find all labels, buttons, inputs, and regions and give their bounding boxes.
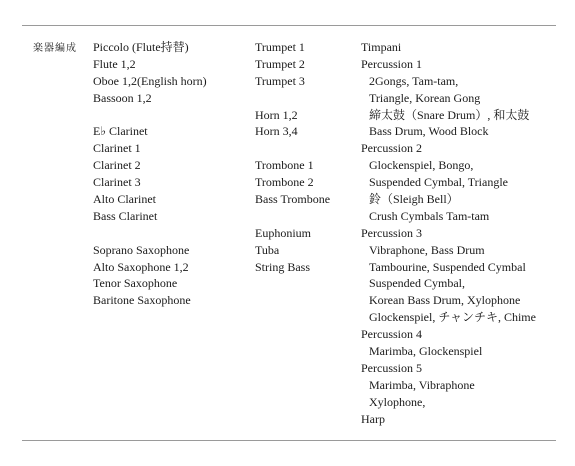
instrument-item: Percussion 4	[361, 327, 422, 342]
instrument-detail: Marimba, Glockenspiel	[369, 344, 483, 359]
instrument-item: Percussion 3	[361, 225, 422, 240]
instrument-item: Piccolo (Flute持替)	[93, 40, 189, 54]
instrument-detail: Crush Cymbals Tam-tam	[369, 208, 490, 223]
instrument-detail: Tambourine, Suspended Cymbal	[369, 259, 526, 274]
bottom-rule	[22, 440, 556, 441]
instrument-detail: Suspended Cymbal,	[369, 276, 465, 291]
instrument-item: Harp	[361, 411, 385, 426]
instrument-item: Percussion 2	[361, 141, 422, 156]
instrument-detail: Marimba, Vibraphone	[369, 377, 475, 392]
instrument-item: Clarinet 1	[93, 141, 141, 156]
percussion-column	[361, 39, 536, 427]
instrument-item: Horn 3,4	[255, 124, 298, 139]
spacer	[255, 208, 330, 225]
instrument-detail: 2Gongs, Tam-tam,	[369, 73, 459, 88]
instrument-detail: Glockenspiel, チャンチキ, Chime	[369, 310, 536, 325]
instrument-detail: Vibraphone, Bass Drum	[369, 242, 485, 257]
spacer	[93, 107, 207, 124]
instrument-item: Tuba	[255, 242, 280, 257]
instrument-item: Bassoon 1,2	[93, 90, 152, 105]
instrument-item: Oboe 1,2(English horn)	[93, 73, 207, 88]
brass-column	[255, 39, 330, 275]
instrument-item: Percussion 1	[361, 56, 422, 71]
instrument-item: Tenor Saxophone	[93, 276, 178, 291]
instrument-item: Alto Saxophone 1,2	[93, 259, 189, 274]
instrument-item: Horn 1,2	[255, 107, 298, 122]
instrument-detail: Korean Bass Drum, Xylophone	[369, 293, 521, 308]
woodwinds-column	[93, 39, 207, 309]
instrument-item: String Bass	[255, 259, 311, 274]
instrument-detail: Glockenspiel, Bongo,	[369, 158, 474, 173]
instrument-item: Timpani	[361, 40, 402, 54]
instrument-item: Alto Clarinet	[93, 192, 156, 207]
instrument-item: Percussion 5	[361, 360, 422, 375]
instrument-item: Trombone 2	[255, 175, 314, 190]
instrument-item: Soprano Saxophone	[93, 242, 190, 257]
section-label: 楽器編成	[33, 43, 77, 54]
instrument-detail: Triangle, Korean Gong	[369, 90, 481, 105]
instrument-item: Bass Trombone	[255, 192, 331, 207]
top-rule	[22, 25, 556, 26]
instrument-item: Trumpet 1	[255, 40, 305, 54]
instrument-item: Clarinet 2	[93, 158, 141, 173]
instrument-item: Trumpet 3	[255, 73, 305, 88]
instrument-detail: Bass Drum, Wood Block	[369, 124, 489, 139]
instrument-detail: Xylophone,	[369, 394, 426, 409]
instrument-item: Bass Clarinet	[93, 208, 158, 223]
instrument-item: E♭ Clarinet	[93, 124, 148, 139]
instrument-item: Euphonium	[255, 225, 311, 240]
spacer	[255, 140, 330, 157]
instrument-detail: Suspended Cymbal, Triangle	[369, 175, 509, 190]
instrument-detail: 締太鼓（Snare Drum）, 和太鼓	[369, 107, 530, 122]
instrument-item: Clarinet 3	[93, 175, 141, 190]
instrument-item: Trombone 1	[255, 158, 314, 173]
instrument-item: Flute 1,2	[93, 56, 136, 71]
instrument-detail: 鈴（Sleigh Bell）	[369, 192, 459, 207]
instrument-item: Baritone Saxophone	[93, 293, 191, 308]
spacer	[255, 90, 330, 107]
spacer	[93, 225, 207, 242]
instrument-item: Trumpet 2	[255, 56, 305, 71]
